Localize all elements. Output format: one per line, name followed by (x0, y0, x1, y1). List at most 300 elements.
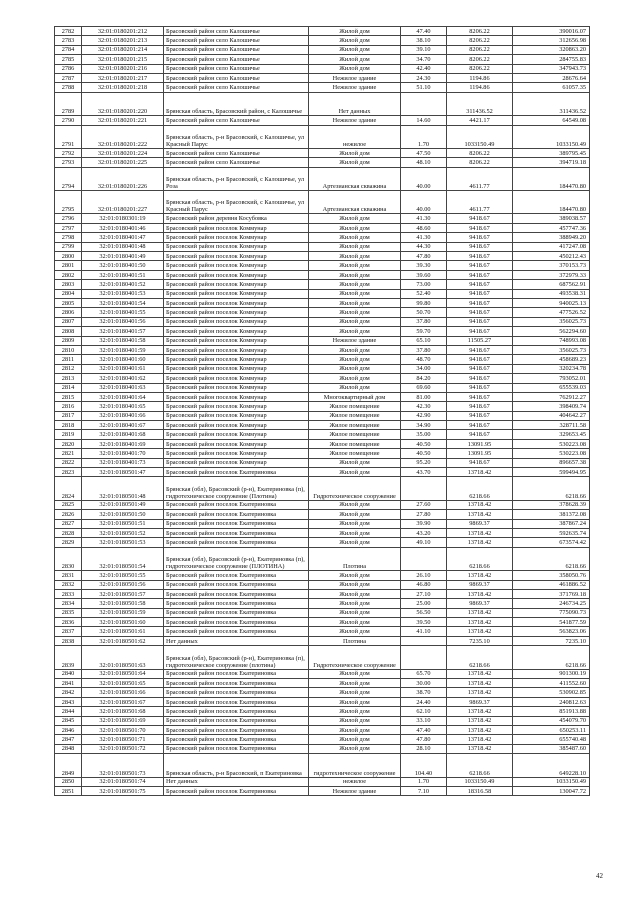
object-type-cell: Гидротехническое сооружение (309, 646, 401, 669)
cadastral-value-cell: 687562.91 (513, 280, 590, 289)
area-cell: 48.10 (401, 158, 447, 167)
price-per-unit-cell: 18316.58 (447, 786, 513, 795)
price-per-unit-cell: 13718.42 (447, 735, 513, 744)
cadastral-value-cell: 240812.63 (513, 697, 590, 706)
address-cell: Брасовский район село Калошичье (164, 45, 309, 54)
price-per-unit-cell: 9869.37 (447, 599, 513, 608)
cadastral-number-cell: 32:01:0180401:47 (82, 233, 164, 242)
address-cell: Брасовский район поселок Екатериновка (164, 538, 309, 547)
object-type-cell: Нежилое здание (309, 83, 401, 92)
address-cell: Брасовский район поселок Коммунар (164, 261, 309, 270)
cadastral-value-cell: 450212.43 (513, 252, 590, 261)
row-index-cell: 2830 (55, 547, 82, 570)
price-per-unit-cell: 13718.42 (447, 538, 513, 547)
cadastral-number-cell: 32:01:0180401:48 (82, 242, 164, 251)
table-row (55, 786, 590, 795)
area-cell: 104.40 (401, 754, 447, 777)
table-row (55, 589, 590, 598)
price-per-unit-cell: 13718.42 (447, 608, 513, 617)
area-cell: 51.10 (401, 83, 447, 92)
price-per-unit-cell: 9418.67 (447, 383, 513, 392)
cadastral-value-cell: 6218.66 (513, 547, 590, 570)
area-cell: 25.00 (401, 599, 447, 608)
cadastral-number-cell: 32:01:0180501:49 (82, 500, 164, 509)
area-cell: 26.10 (401, 571, 447, 580)
object-type-cell: Жилой дом (309, 726, 401, 735)
area-cell (401, 92, 447, 115)
row-index-cell: 2808 (55, 327, 82, 336)
cadastral-number-cell: 32:01:0180401:51 (82, 270, 164, 279)
object-type-cell: Жилой дом (309, 317, 401, 326)
cadastral-number-cell: 32:01:0180501:74 (82, 777, 164, 786)
cadastral-number-cell: 32:01:0180501:56 (82, 580, 164, 589)
table-row (55, 45, 590, 54)
price-per-unit-cell: 13718.42 (447, 726, 513, 735)
table-row (55, 688, 590, 697)
table-row (55, 636, 590, 645)
row-index-cell: 2804 (55, 289, 82, 298)
table-row (55, 214, 590, 223)
cadastral-number-cell: 32:01:0180501:53 (82, 538, 164, 547)
cadastral-value-cell: 328711.58 (513, 421, 590, 430)
area-cell: 47.80 (401, 735, 447, 744)
cadastral-value-cell: 530223.08 (513, 449, 590, 458)
row-index-cell: 2791 (55, 125, 82, 148)
address-cell: Нет данных (164, 777, 309, 786)
cadastral-number-cell: 32:01:0180501:63 (82, 646, 164, 669)
address-cell: Брасовский район село Калошичье (164, 83, 309, 92)
row-index-cell: 2786 (55, 64, 82, 73)
table-row (55, 679, 590, 688)
cadastral-number-cell: 32:01:0180501:54 (82, 547, 164, 570)
address-cell: Брасовский район поселок Екатериновка (164, 571, 309, 580)
table-row (55, 411, 590, 420)
area-cell: 40.00 (401, 191, 447, 214)
address-cell: Брасовский район поселок Коммунар (164, 242, 309, 251)
price-per-unit-cell: 4611.77 (447, 191, 513, 214)
row-index-cell: 2837 (55, 627, 82, 636)
table-row (55, 167, 590, 190)
price-per-unit-cell: 9418.67 (447, 289, 513, 298)
price-per-unit-cell: 9869.37 (447, 519, 513, 528)
cadastral-number-cell: 32:01:0180201:215 (82, 55, 164, 64)
row-index-cell: 2789 (55, 92, 82, 115)
area-cell: 27.80 (401, 510, 447, 519)
cadastral-value-cell: 655539.03 (513, 383, 590, 392)
row-index-cell: 2841 (55, 679, 82, 688)
address-cell: Брянская область, р-н Брасовский, с Калошичье, ул Красный Парус (164, 191, 309, 214)
price-per-unit-cell: 13091.95 (447, 439, 513, 448)
cadastral-value-cell: 851913.88 (513, 707, 590, 716)
cadastral-number-cell: 32:01:0180501:61 (82, 627, 164, 636)
address-cell: Брасовский район поселок Коммунар (164, 355, 309, 364)
address-cell: Брасовский район поселок Коммунар (164, 364, 309, 373)
object-type-cell: Жилой дом (309, 608, 401, 617)
row-index-cell: 2823 (55, 468, 82, 477)
price-per-unit-cell: 13718.42 (447, 589, 513, 598)
cadastral-number-cell: 32:01:0180201:218 (82, 83, 164, 92)
object-type-cell: Плотина (309, 636, 401, 645)
object-type-cell: Жилой дом (309, 374, 401, 383)
cadastral-value-cell: 370153.73 (513, 261, 590, 270)
cadastral-value-cell: 320234.78 (513, 364, 590, 373)
cadastral-value-cell: 389038.57 (513, 214, 590, 223)
price-per-unit-cell: 13718.42 (447, 679, 513, 688)
address-cell: Брасовский район поселок Екатериновка (164, 599, 309, 608)
price-per-unit-cell: 9418.67 (447, 242, 513, 251)
address-cell: Брасовский район поселок Коммунар (164, 345, 309, 354)
table-row (55, 669, 590, 678)
area-cell: 38.70 (401, 688, 447, 697)
address-cell: Брасовский район поселок Екатериновка (164, 618, 309, 627)
cadastral-value-cell: 461886.52 (513, 580, 590, 589)
area-cell (401, 646, 447, 669)
table-row (55, 430, 590, 439)
cadastral-number-cell: 32:01:0180501:69 (82, 716, 164, 725)
address-cell: Брасовский район поселок Коммунар (164, 308, 309, 317)
table-row (55, 55, 590, 64)
cadastral-value-cell: 184470.80 (513, 167, 590, 190)
row-index-cell: 2820 (55, 439, 82, 448)
cadastral-number-cell: 32:01:0180501:68 (82, 707, 164, 716)
table-row (55, 345, 590, 354)
address-cell: Брасовский район поселок Коммунар (164, 336, 309, 345)
price-per-unit-cell: 9418.67 (447, 411, 513, 420)
row-index-cell: 2795 (55, 191, 82, 214)
object-type-cell: Жилой дом (309, 519, 401, 528)
cadastral-value-cell: 599494.95 (513, 468, 590, 477)
cadastral-number-cell: 32:01:0180501:67 (82, 697, 164, 706)
cadastral-number-cell: 32:01:0180201:220 (82, 92, 164, 115)
table-row (55, 308, 590, 317)
cadastral-number-cell: 32:01:0180401:53 (82, 289, 164, 298)
row-index-cell: 2851 (55, 786, 82, 795)
cadastral-value-cell: 28676.64 (513, 73, 590, 82)
table-row (55, 374, 590, 383)
area-cell: 34.70 (401, 55, 447, 64)
address-cell: Брасовский район поселок Коммунар (164, 327, 309, 336)
address-cell: Брянская (обл), Брасовский (р-н), Екатериновка (п), гидротехническое сооружение (Плотина) (164, 477, 309, 500)
table-row (55, 27, 590, 36)
object-type-cell: Жилой дом (309, 364, 401, 373)
area-cell (401, 636, 447, 645)
area-cell: 95.20 (401, 458, 447, 467)
cadastral-value-cell: 411552.60 (513, 679, 590, 688)
object-type-cell: Жилой дом (309, 618, 401, 627)
object-type-cell: Жилое помещение (309, 402, 401, 411)
row-index-cell: 2821 (55, 449, 82, 458)
cadastral-value-cell: 372979.33 (513, 270, 590, 279)
price-per-unit-cell: 13718.42 (447, 669, 513, 678)
cadastral-value-cell: 748993.08 (513, 336, 590, 345)
address-cell: Брянская область, р-н Брасовский, с Калошичье, ул Роза (164, 167, 309, 190)
price-per-unit-cell: 8206.22 (447, 55, 513, 64)
table-row (55, 36, 590, 45)
row-index-cell: 2806 (55, 308, 82, 317)
cadastral-value-cell: 6218.66 (513, 477, 590, 500)
area-cell: 44.30 (401, 242, 447, 251)
table-row (55, 697, 590, 706)
object-type-cell: Жилой дом (309, 500, 401, 509)
object-type-cell: Жилой дом (309, 589, 401, 598)
price-per-unit-cell: 9869.37 (447, 580, 513, 589)
cadastral-number-cell: 32:01:0180501:58 (82, 599, 164, 608)
object-type-cell: Жилой дом (309, 679, 401, 688)
price-per-unit-cell: 6218.66 (447, 646, 513, 669)
table-row (55, 618, 590, 627)
cadastral-value-cell: 775090.73 (513, 608, 590, 617)
table-row (55, 116, 590, 125)
table-row (55, 280, 590, 289)
cadastral-number-cell: 32:01:0180501:51 (82, 519, 164, 528)
object-type-cell: Жилой дом (309, 538, 401, 547)
row-index-cell: 2803 (55, 280, 82, 289)
cadastral-value-cell: 417247.08 (513, 242, 590, 251)
address-cell: Брасовский район поселок Екатериновка (164, 786, 309, 795)
address-cell: Брасовский район поселок Екатериновка (164, 510, 309, 519)
table-row (55, 580, 590, 589)
address-cell: Брасовский район поселок Коммунар (164, 233, 309, 242)
cadastral-number-cell: 32:01:0180201:224 (82, 148, 164, 157)
area-cell: 41.10 (401, 627, 447, 636)
cadastral-number-cell: 32:01:0180501:66 (82, 688, 164, 697)
table-row (55, 298, 590, 307)
table-row (55, 261, 590, 270)
object-type-cell: Жилой дом (309, 458, 401, 467)
price-per-unit-cell: 9418.67 (447, 308, 513, 317)
price-per-unit-cell: 9418.67 (447, 421, 513, 430)
object-type-cell: Жилой дом (309, 355, 401, 364)
price-per-unit-cell: 8206.22 (447, 64, 513, 73)
cadastral-table-sheet (54, 26, 589, 796)
price-per-unit-cell: 9869.37 (447, 697, 513, 706)
price-per-unit-cell: 9418.67 (447, 392, 513, 401)
row-index-cell: 2827 (55, 519, 82, 528)
table-row (55, 125, 590, 148)
cadastral-value-cell: 940025.13 (513, 298, 590, 307)
address-cell: Брасовский район поселок Коммунар (164, 289, 309, 298)
cadastral-value-cell: 404642.27 (513, 411, 590, 420)
price-per-unit-cell: 9418.67 (447, 364, 513, 373)
area-cell: 33.10 (401, 716, 447, 725)
cadastral-value-cell: 655740.48 (513, 735, 590, 744)
address-cell: Брасовский район поселок Коммунар (164, 458, 309, 467)
table-row (55, 327, 590, 336)
row-index-cell: 2816 (55, 402, 82, 411)
address-cell: Брасовский район село Калошичье (164, 36, 309, 45)
object-type-cell: Плотина (309, 547, 401, 570)
cadastral-number-cell: 32:01:0180201:221 (82, 116, 164, 125)
address-cell: Брасовский район село Калошичье (164, 55, 309, 64)
area-cell: 30.00 (401, 679, 447, 688)
object-type-cell: Многоквартирный дом (309, 392, 401, 401)
price-per-unit-cell: 9418.67 (447, 402, 513, 411)
table-row (55, 242, 590, 251)
price-per-unit-cell: 13718.42 (447, 571, 513, 580)
table-row (55, 92, 590, 115)
address-cell: Брасовский район поселок Коммунар (164, 402, 309, 411)
object-type-cell: Жилой дом (309, 669, 401, 678)
cadastral-number-cell: 32:01:0180401:69 (82, 439, 164, 448)
row-index-cell: 2834 (55, 599, 82, 608)
object-type-cell: Жилой дом (309, 716, 401, 725)
cadastral-number-cell: 32:01:0180401:58 (82, 336, 164, 345)
object-type-cell: Артезианская скважина (309, 167, 401, 190)
area-cell: 42.40 (401, 64, 447, 73)
area-cell: 81.00 (401, 392, 447, 401)
row-index-cell: 2846 (55, 726, 82, 735)
cadastral-number-cell: 32:01:0180401:56 (82, 317, 164, 326)
address-cell: Брасовский район поселок Коммунар (164, 280, 309, 289)
table-row (55, 392, 590, 401)
cadastral-number-cell: 32:01:0180501:59 (82, 608, 164, 617)
area-cell: 7.10 (401, 786, 447, 795)
cadastral-number-cell: 32:01:0180401:70 (82, 449, 164, 458)
table-row (55, 317, 590, 326)
price-per-unit-cell: 13718.42 (447, 528, 513, 537)
cadastral-number-cell: 32:01:0180301:19 (82, 214, 164, 223)
area-cell: 40.00 (401, 167, 447, 190)
cadastral-value-cell: 394719.18 (513, 158, 590, 167)
price-per-unit-cell: 9418.67 (447, 374, 513, 383)
area-cell: 84.20 (401, 374, 447, 383)
table-row (55, 608, 590, 617)
row-index-cell: 2832 (55, 580, 82, 589)
table-row (55, 547, 590, 570)
object-type-cell: Жилой дом (309, 571, 401, 580)
price-per-unit-cell: 9418.67 (447, 298, 513, 307)
cadastral-value-cell: 184470.80 (513, 191, 590, 214)
row-index-cell: 2829 (55, 538, 82, 547)
area-cell: 56.50 (401, 608, 447, 617)
address-cell: Брасовский район поселок Екатериновка (164, 589, 309, 598)
table-row (55, 646, 590, 669)
table-row (55, 716, 590, 725)
object-type-cell: Жилой дом (309, 697, 401, 706)
row-index-cell: 2824 (55, 477, 82, 500)
address-cell: Брасовский район поселок Коммунар (164, 430, 309, 439)
table-row (55, 402, 590, 411)
object-type-cell: Нежилое здание (309, 786, 401, 795)
cadastral-value-cell: 329653.45 (513, 430, 590, 439)
price-per-unit-cell: 6218.66 (447, 477, 513, 500)
row-index-cell: 2844 (55, 707, 82, 716)
price-per-unit-cell: 8206.22 (447, 36, 513, 45)
address-cell: Брасовский район поселок Екатериновка (164, 735, 309, 744)
object-type-cell: Жилой дом (309, 627, 401, 636)
address-cell: Брасовский район поселок Екатериновка (164, 679, 309, 688)
object-type-cell: Жилой дом (309, 345, 401, 354)
table-row (55, 252, 590, 261)
cadastral-number-cell: 32:01:0180201:216 (82, 64, 164, 73)
object-type-cell: Жилое помещение (309, 411, 401, 420)
row-index-cell: 2838 (55, 636, 82, 645)
table-row (55, 355, 590, 364)
cadastral-number-cell: 32:01:0180501:65 (82, 679, 164, 688)
table-row (55, 777, 590, 786)
cadastral-number-cell: 32:01:0180201:225 (82, 158, 164, 167)
table-row (55, 449, 590, 458)
area-cell: 65.70 (401, 669, 447, 678)
object-type-cell: Жилое помещение (309, 439, 401, 448)
address-cell: Брасовский район поселок Коммунар (164, 449, 309, 458)
table-row (55, 289, 590, 298)
cadastral-number-cell: 32:01:0180501:73 (82, 754, 164, 777)
object-type-cell: Жилое помещение (309, 421, 401, 430)
table-row (55, 528, 590, 537)
object-type-cell: Жилой дом (309, 308, 401, 317)
object-type-cell: Жилой дом (309, 55, 401, 64)
cadastral-value-cell: 388949.20 (513, 233, 590, 242)
price-per-unit-cell: 6218.66 (447, 547, 513, 570)
object-type-cell: Жилой дом (309, 158, 401, 167)
address-cell: Брасовский район поселок Екатериновка (164, 707, 309, 716)
object-type-cell: Жилое помещение (309, 449, 401, 458)
cadastral-value-cell: 64549.08 (513, 116, 590, 125)
price-per-unit-cell: 1033150.49 (447, 777, 513, 786)
cadastral-value-cell: 390016.07 (513, 27, 590, 36)
area-cell (401, 477, 447, 500)
address-cell: Брасовский район село Калошичье (164, 73, 309, 82)
row-index-cell: 2793 (55, 158, 82, 167)
area-cell: 38.10 (401, 36, 447, 45)
row-index-cell: 2792 (55, 148, 82, 157)
cadastral-value-cell: 762912.27 (513, 392, 590, 401)
area-cell: 35.00 (401, 430, 447, 439)
table-row (55, 726, 590, 735)
object-type-cell: Жилой дом (309, 383, 401, 392)
cadastral-number-cell: 32:01:0180401:59 (82, 345, 164, 354)
cadastral-value-cell: 246734.25 (513, 599, 590, 608)
table-row (55, 538, 590, 547)
cadastral-number-cell: 32:01:0180401:66 (82, 411, 164, 420)
table-row (55, 191, 590, 214)
cadastral-number-cell: 32:01:0180401:62 (82, 374, 164, 383)
price-per-unit-cell: 13718.42 (447, 707, 513, 716)
area-cell: 24.30 (401, 73, 447, 82)
price-per-unit-cell: 9418.67 (447, 317, 513, 326)
row-index-cell: 2797 (55, 223, 82, 232)
address-cell: Брасовский район поселок Коммунар (164, 421, 309, 430)
area-cell: 34.90 (401, 421, 447, 430)
cadastral-value-cell: 284755.83 (513, 55, 590, 64)
object-type-cell: Нежилое здание (309, 336, 401, 345)
area-cell: 59.70 (401, 327, 447, 336)
row-index-cell: 2842 (55, 688, 82, 697)
object-type-cell: Жилой дом (309, 280, 401, 289)
row-index-cell: 2828 (55, 528, 82, 537)
price-per-unit-cell: 8206.22 (447, 158, 513, 167)
row-index-cell: 2843 (55, 697, 82, 706)
price-per-unit-cell: 13718.42 (447, 688, 513, 697)
row-index-cell: 2818 (55, 421, 82, 430)
cadastral-value-cell: 457747.36 (513, 223, 590, 232)
area-cell: 47.40 (401, 27, 447, 36)
cadastral-number-cell: 32:01:0180401:63 (82, 383, 164, 392)
cadastral-value-cell: 477526.52 (513, 308, 590, 317)
row-index-cell: 2800 (55, 252, 82, 261)
cadastral-number-cell: 32:01:0180401:68 (82, 430, 164, 439)
address-cell: Брасовский район поселок Екатериновка (164, 697, 309, 706)
area-cell: 39.50 (401, 618, 447, 627)
cadastral-number-cell: 32:01:0180501:60 (82, 618, 164, 627)
area-cell: 69.60 (401, 383, 447, 392)
price-per-unit-cell: 1194.86 (447, 83, 513, 92)
table-row (55, 599, 590, 608)
cadastral-value-cell: 6218.66 (513, 646, 590, 669)
row-index-cell: 2796 (55, 214, 82, 223)
table-row (55, 336, 590, 345)
